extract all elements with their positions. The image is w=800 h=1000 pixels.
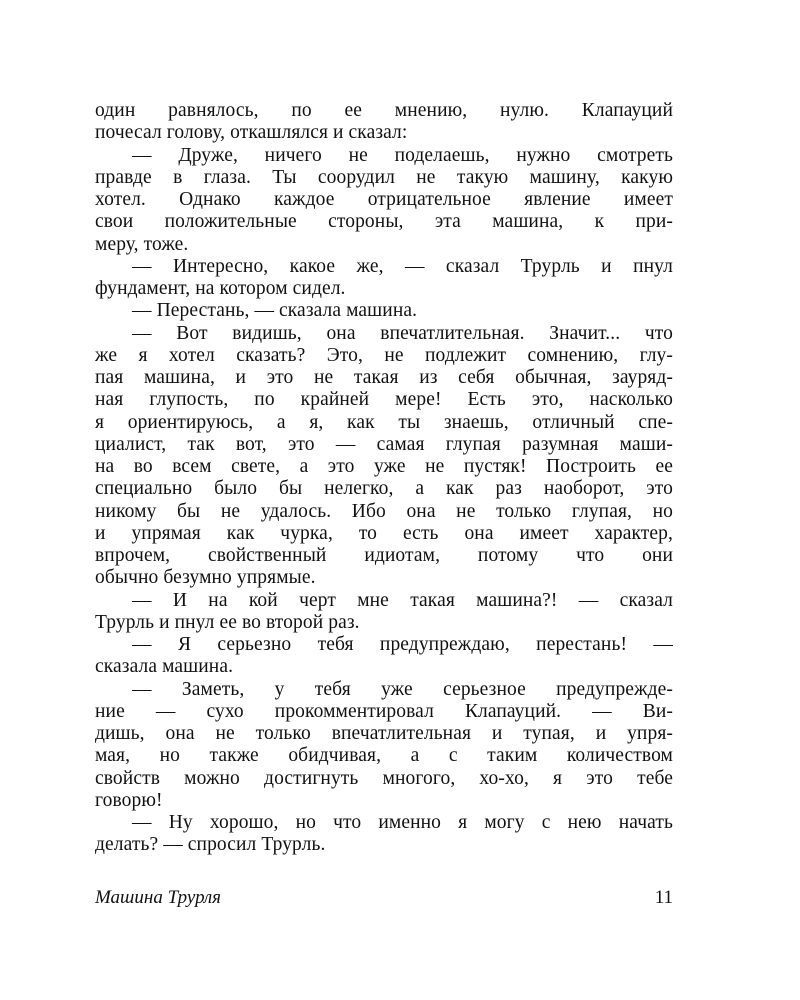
text-line: правде в глаза. Ты соорудил не такую машину, какую: [95, 166, 673, 188]
text-line: циалист, так вот, это — самая глупая разумная маши-: [95, 433, 673, 455]
text-line: мая, но также обидчивая, а с таким количеством: [95, 745, 673, 767]
text-line: и упрямая как чурка, то есть она имеет характер,: [95, 522, 673, 544]
text-line: хотел. Однако каждое отрицательное явление имеет: [95, 189, 673, 210]
text-line: сказала машина.: [95, 656, 234, 678]
text-line: ная глупость, по крайней мере! Есть это, насколько: [95, 389, 673, 411]
text-line: — Заметь, у тебя уже серьезное предупрежде-: [132, 678, 673, 700]
text-line: — И на кой черт мне такая машина?! — сказал: [132, 589, 673, 611]
text-line: специально было бы нелегко, а как раз наоборот, это: [95, 478, 673, 500]
text-line: делать? — спросил Трурль.: [95, 834, 326, 856]
text-line: — Вот видишь, она впечатлительная. Значит... что: [132, 322, 673, 344]
text-line: фундамент, на котором сидел.: [95, 278, 346, 299]
text-line: впрочем, свойственный идиотам, потому что они: [95, 545, 673, 566]
page-number: 11: [654, 887, 673, 908]
text-line: меру, тоже.: [95, 233, 189, 255]
text-line: — Перестань, — сказала машина.: [132, 300, 418, 322]
book-page-text: [95, 100, 673, 857]
running-title: Машина Трурля: [95, 887, 221, 908]
text-line: никому бы не удалось. Ибо она не только глупая, но: [95, 500, 673, 522]
text-line: свойств можно достигнуть многого, хо-хо, я это тебе: [95, 767, 673, 789]
text-line: обычно безумно упрямые.: [95, 567, 316, 589]
text-line: я ориентируюсь, а я, как ты знаешь, отличный спе-: [95, 411, 673, 433]
text-line: — Друже, ничего не поделаешь, нужно смотреть: [132, 144, 673, 166]
text-line: пая машина, и это не такая из себя обычная, зауряд-: [95, 367, 673, 388]
text-line: же я хотел сказать? Это, не подлежит сомнению, глу-: [95, 344, 673, 366]
text-line: почесал голову, откашлялся и сказал:: [95, 122, 408, 144]
text-line: Трурль и пнул ее во второй раз.: [95, 611, 360, 633]
text-line: ние — сухо прокомментировал Клапауций. — Ви-: [95, 700, 673, 722]
page-footer: [95, 885, 673, 911]
text-line: говорю!: [95, 789, 163, 811]
text-line: — Ну хорошо, но что именно я могу с нею начать: [132, 812, 673, 833]
text-line: — Я серьезно тебя предупреждаю, перестань! —: [132, 634, 673, 655]
text-line: — Интересно, какое же, — сказал Трурль и пнул: [132, 255, 673, 277]
text-line: один равнялось, по ее мнению, нулю. Клапауций: [95, 100, 673, 121]
text-line: дишь, она не только впечатлительная и тупая, и упря-: [95, 723, 673, 744]
text-line: свои положительные стороны, эта машина, к при-: [95, 211, 673, 233]
text-line: на во всем свете, а это уже не пустяк! Построить ее: [95, 456, 673, 477]
